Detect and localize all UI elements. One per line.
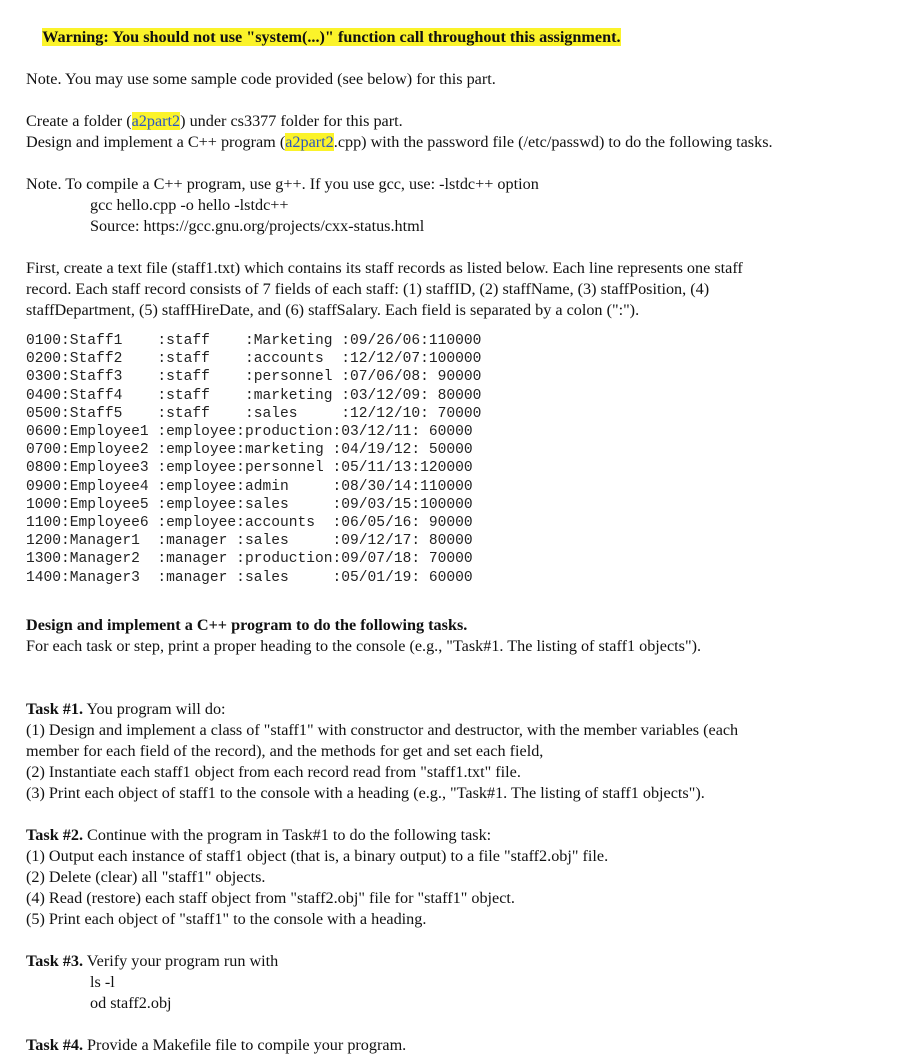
task1-item: (2) Instantiate each staff1 object from each record read from "staff1.txt" file.	[26, 762, 521, 781]
folder-name: a2part2	[131, 112, 181, 130]
staff-record: 1200:Manager1 :manager :sales :09/12/17: 80000	[26, 533, 473, 550]
design-heading: Design and implement a C++ program to do the following tasks.	[26, 615, 468, 634]
first-para-line: record. Each staff record consists of 7 fields of each staff: (1) staffID, (2) staffName, (3) staffPosition, (4)	[26, 280, 710, 298]
staff-record: 0700:Employee2 :employee:marketing :04/19/12: 50000	[26, 442, 473, 459]
staff-record: 0200:Staff2 :staff :accounts :12/12/07:100000	[26, 351, 482, 368]
staff-records	[26, 332, 906, 587]
first-para-line: First, create a text file (staff1.txt) which contains its staff records as listed below. Each line represents one staff	[26, 259, 743, 277]
assignment-document	[26, 6, 906, 1056]
warning-line	[26, 6, 906, 69]
first-para-line: staffDepartment, (5) staffHireDate, and (6) staffSalary. Each field is separated by a colon (":").	[26, 301, 640, 319]
task1-label: Task #1.	[26, 699, 83, 718]
task2-item: (4) Read (restore) each staff object from "staff2.obj" file for "staff1" object.	[26, 888, 515, 907]
design-file-name: a2part2	[285, 133, 334, 151]
design-file-line: Design and implement a C++ program (a2part2.cpp) with the password file (/etc/passwd) to do the following tasks.	[26, 133, 773, 151]
task3-command: od staff2.obj	[90, 993, 172, 1012]
compile-note: Note. To compile a C++ program, use g++. If you use gcc, use: -lstdc++ option	[26, 175, 539, 193]
warning-text: Warning: You should not use "system(...)" function call throughout this assignment.	[42, 28, 621, 46]
task1-item: (1) Design and implement a class of "staff1" with constructor and destructor, with the member variables (each	[26, 720, 739, 739]
compile-example: gcc hello.cpp -o hello -lstdc++	[90, 196, 289, 214]
staff-record: 0300:Staff3 :staff :personnel :07/06/08: 90000	[26, 369, 482, 386]
design-instruction: For each task or step, print a proper heading to the console (e.g., "Task#1. The listing of staff1 objects").	[26, 636, 702, 655]
task4-intro: Task #4. Provide a Makefile file to compile your program.	[26, 1035, 407, 1054]
staff-record: 0600:Employee1 :employee:production:03/12/11: 60000	[26, 424, 473, 441]
task1-intro: Task #1. You program will do:	[26, 699, 226, 718]
task1-item: member for each field of the record), and the methods for get and set each field,	[26, 741, 544, 760]
staff-record: 1300:Manager2 :manager :production:09/07/18: 70000	[26, 551, 473, 568]
staff-record: 1100:Employee6 :employee:accounts :06/05/16: 90000	[26, 515, 473, 532]
task1-item: (3) Print each object of staff1 to the console with a heading (e.g., "Task#1. The listing of staff1 objects").	[26, 783, 705, 802]
task3-command: ls -l	[90, 972, 115, 991]
task3-intro: Task #3. Verify your program run with	[26, 951, 279, 970]
task2-item: (2) Delete (clear) all "staff1" objects.	[26, 867, 266, 886]
staff-record: 0400:Staff4 :staff :marketing :03/12/09: 80000	[26, 387, 482, 404]
compile-source: Source: https://gcc.gnu.org/projects/cxx-status.html	[90, 217, 425, 235]
note-sample-code: Note. You may use some sample code provided (see below) for this part.	[26, 70, 496, 88]
create-folder-line: Create a folder (a2part2) under cs3377 folder for this part.	[26, 112, 403, 130]
staff-record: 1000:Employee5 :employee:sales :09/03/15:100000	[26, 496, 473, 513]
staff-record: 0800:Employee3 :employee:personnel :05/11/13:120000	[26, 460, 473, 477]
task2-item: (1) Output each instance of staff1 object (that is, a binary output) to a file "staff2.obj" file.	[26, 846, 609, 865]
staff-record: 0900:Employee4 :employee:admin :08/30/14:110000	[26, 478, 473, 495]
task2-intro: Task #2. Continue with the program in Task#1 to do the following task:	[26, 825, 492, 844]
task3-label: Task #3.	[26, 951, 83, 970]
staff-record: 0100:Staff1 :staff :Marketing :09/26/06:110000	[26, 333, 482, 349]
staff-record: 1400:Manager3 :manager :sales :05/01/19: 60000	[26, 569, 473, 586]
task2-label: Task #2.	[26, 825, 83, 844]
task2-item: (5) Print each object of "staff1" to the console with a heading.	[26, 909, 427, 928]
staff-record: 0500:Staff5 :staff :sales :12/12/10: 70000	[26, 405, 482, 422]
task4-label: Task #4.	[26, 1035, 83, 1054]
